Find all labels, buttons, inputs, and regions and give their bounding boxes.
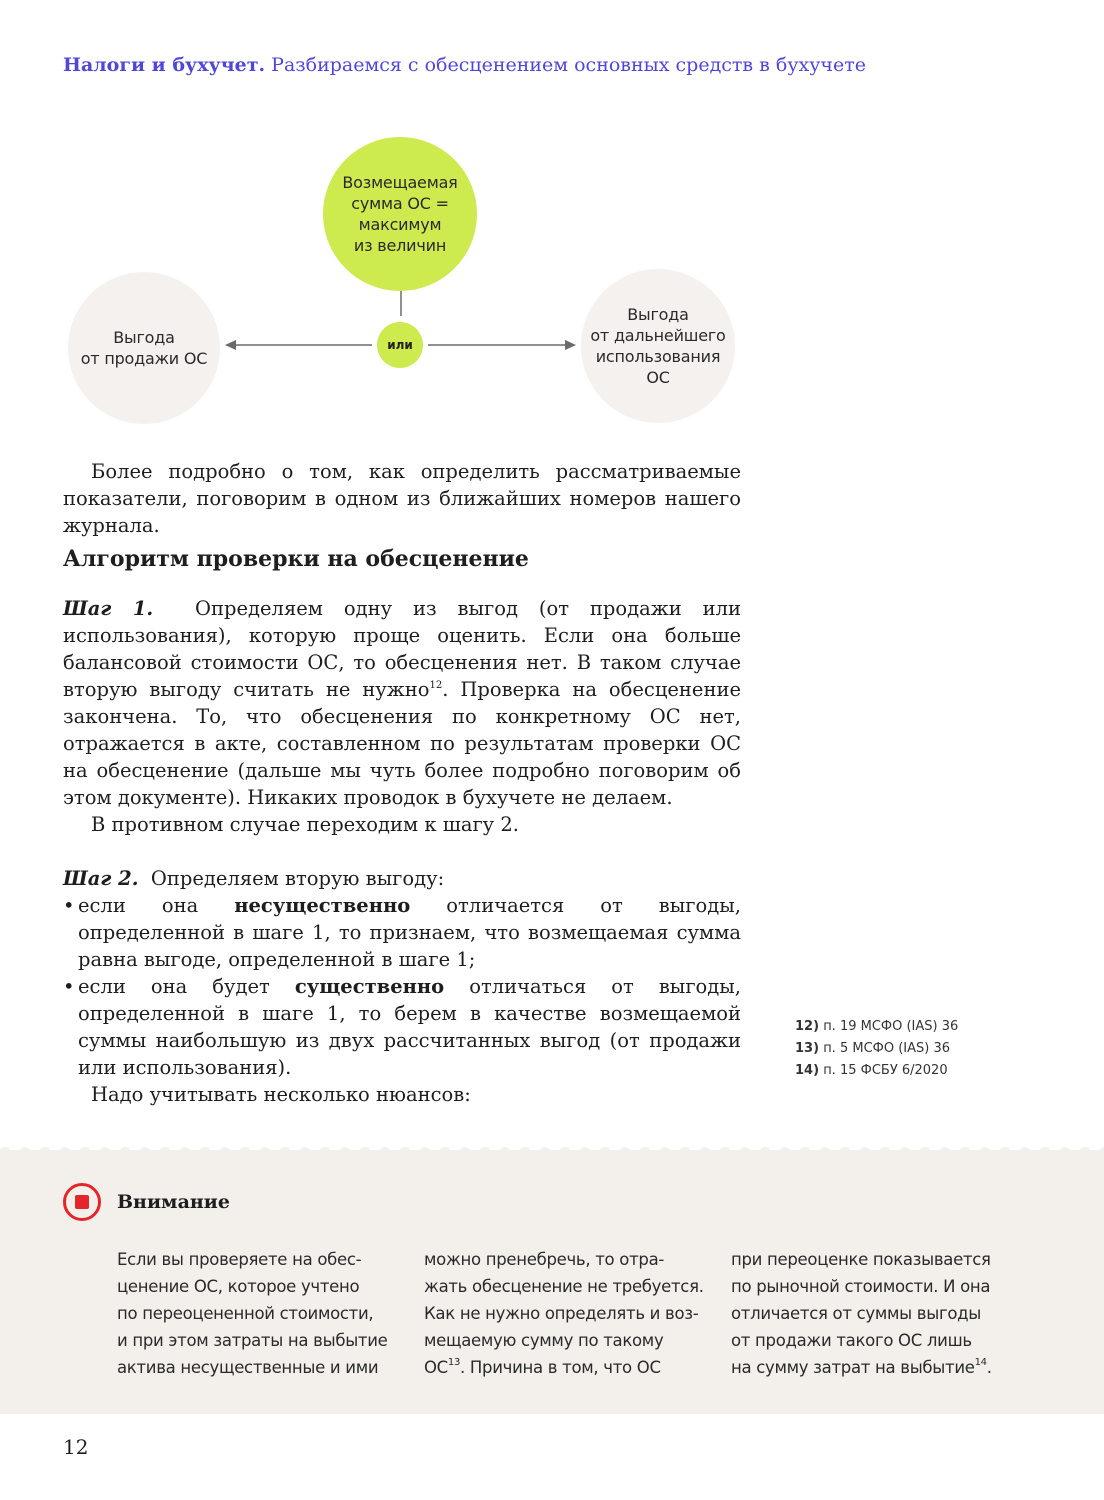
footnotes xyxy=(795,1016,1035,1082)
step-1-label: Шаг 1. xyxy=(63,597,154,620)
page-number: 12 xyxy=(63,1435,89,1459)
header-section: Налоги и бухучет. xyxy=(63,54,266,76)
header-title: Разбираемся с обесценением основных средств в бухучете xyxy=(271,54,866,76)
running-header xyxy=(63,54,1063,76)
footnote-ref-12: 12 xyxy=(429,680,443,691)
list-item: • если она несущественно отличается от выгоды, определенной в шаге 1, то признаем, что возмещаемая сумма равна выгоде, определенной в шаге 1; xyxy=(63,892,741,973)
attention-col-3: при переоценке показывается по рыночной стоимости. И она отличается от суммы выгоды от продажи такого ОС лишь на сумму затрат на выбытие$^{14}$. xyxy=(731,1250,992,1377)
step-2-paragraph: Шаг 2. Определяем вторую выгоду: xyxy=(63,867,445,890)
use-benefit-circle: Выгода от дальнейшего использования ОС xyxy=(581,269,735,423)
attention-col-1: Если вы проверяете на обес- ценение ОС, которое учтено по переоцененной стоимости, и при этом затраты на выбытие актива несущественные и ими xyxy=(117,1250,388,1377)
footnote-12: 12) п. 19 МСФО (IAS) 36 xyxy=(795,1019,959,1034)
sale-benefit-circle: Выгода от продажи ОС xyxy=(68,272,220,424)
wavy-edge xyxy=(0,1144,1104,1156)
footnote-ref-14: 14 xyxy=(974,1357,987,1368)
recoverable-amount-diagram xyxy=(0,130,800,430)
step-1-block xyxy=(63,595,741,838)
right-arrowhead xyxy=(565,340,576,350)
or-badge: или xyxy=(377,322,423,368)
step-2-label: Шаг 2. xyxy=(63,867,139,890)
recoverable-amount-circle: Возмещаемая сумма ОС = максимум из величин xyxy=(323,137,477,291)
list-item: • если она будет существенно отличаться от выгоды, определенной в шаге 1, то берем в качестве возмещаемой суммы наибольшую из двух рассчитанных выгод (от продажи или использования). xyxy=(63,973,741,1081)
attention-title: Внимание xyxy=(117,1191,230,1213)
footnote-ref-13: 13 xyxy=(447,1357,461,1368)
step-1-paragraph: Шаг 1. Определяем одну из выгод (от продажи или использования), которую проще оценить. Если она больше балансовой стоимости ОС, то обесценения нет. В таком случае вторую выгоду считать не нужно$^{12}$. Проверка на обесценение закончена. То, что обесценения по конкретному ОС нет, отражается в акте, составленном по результатам проверки ОС на обесценение (дальше мы чуть более подробно поговорим об этом документе). Никаких проводок в бухучете не делаем. xyxy=(63,597,741,809)
step-1-else: В противном случае переходим к шагу 2. xyxy=(91,813,519,836)
section-heading: Алгоритм проверки на обесценение xyxy=(63,546,529,572)
attention-col-2: можно пренебречь, то отра- жать обесценение не требуется. Как не нужно определять и воз- мещаемую сумму по такому ОС$^{13}$. Причина в том, что ОС xyxy=(424,1250,704,1377)
stop-icon xyxy=(63,1183,101,1221)
left-arrowhead xyxy=(225,340,236,350)
intro-paragraph: Более подробно о том, как определить рассматриваемые показатели, поговорим в одном из ближайших номеров нашего журнала. xyxy=(63,460,741,537)
footnote-14: 14) п. 15 ФСБУ 6/2020 xyxy=(795,1063,948,1078)
nuances-line: Надо учитывать несколько нюансов: xyxy=(91,1083,471,1106)
step-2-block xyxy=(63,865,741,1108)
footnote-13: 13) п. 5 МСФО (IAS) 36 xyxy=(795,1041,951,1056)
